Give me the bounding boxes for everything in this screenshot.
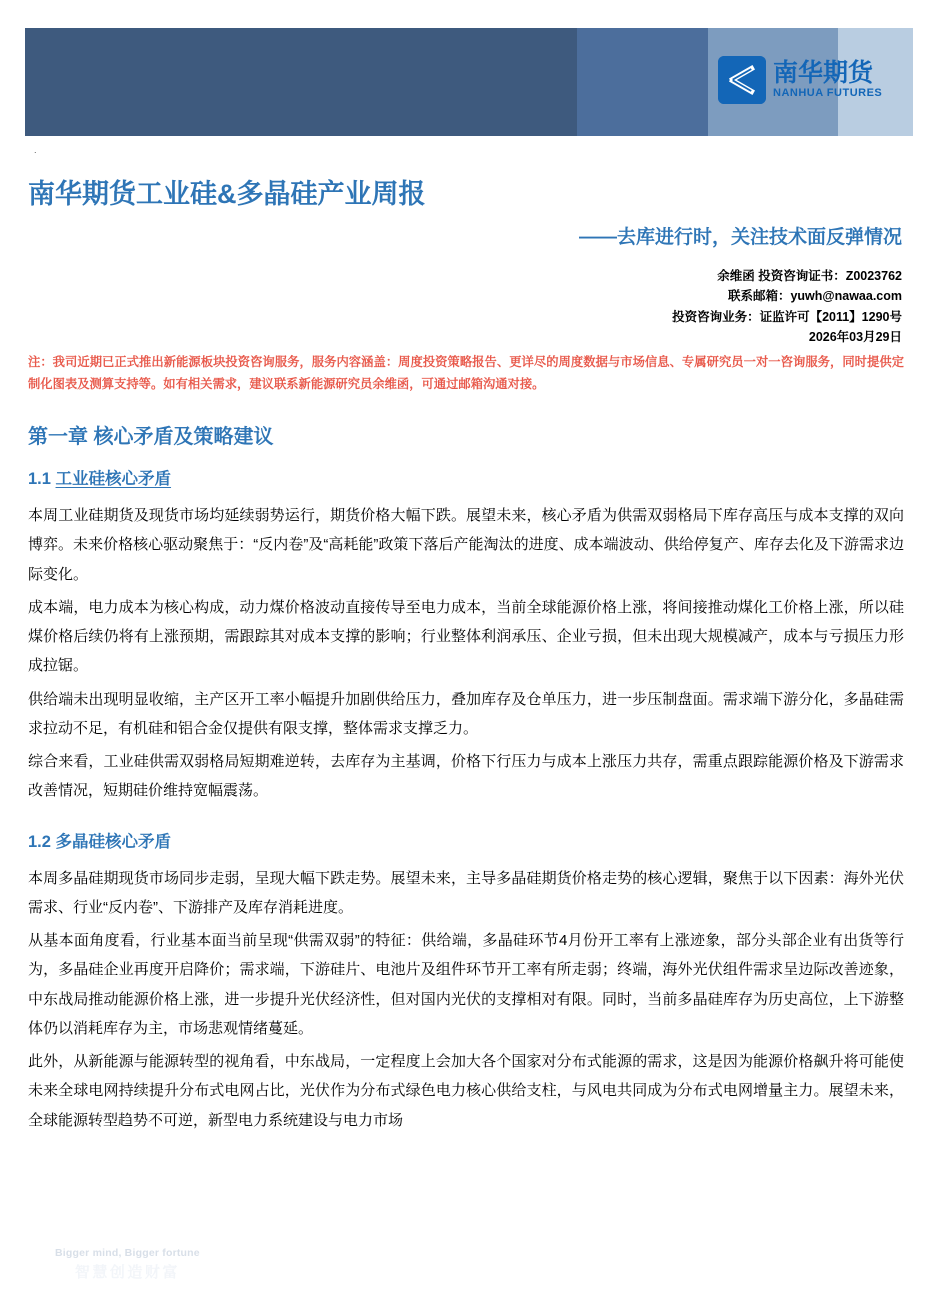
report-body: [28, 420, 904, 1135]
company-logo: [718, 56, 882, 104]
section-number-1-1: 1.1: [28, 470, 56, 488]
section-heading-1-1: [28, 465, 904, 489]
paragraph: 供给端未出现明显收缩，主产区开工率小幅提升加剧供给压力，叠加库存及仓单压力，进一步压制盘面。需求端下游分化，多晶硅需求拉动不足，有机硅和铝合金仅提供有限支撑，整体需求支撑乏力。: [28, 690, 904, 737]
section-heading-1-2: [28, 828, 904, 852]
advisory-license: 投资咨询业务：证监许可【2011】1290号: [672, 309, 902, 324]
stray-mark: .: [34, 145, 37, 155]
analyst-name-and-license: 余维函 投资咨询证书：Z0023762: [717, 269, 902, 283]
report-date: 2026年03月29日: [808, 329, 902, 344]
nanhua-logo-icon: [718, 56, 766, 104]
banner-band-dark: [25, 28, 577, 136]
paragraph: 成本端，电力成本为核心构成，动力煤价格波动直接传导至电力成本，当前全球能源价格上涨，将间接推动煤化工价格上涨，所以硅煤价格后续仍将有上涨预期，需跟踪其对成本支撑的影响；行业整体利润承压、企业亏损，但未出现大规模减产，成本与亏损压力形成拉锯。: [28, 598, 904, 675]
page-subtitle: ——去库进行时，关注技术面反弹情况: [578, 227, 902, 248]
section-number-1-2: 1.2: [28, 832, 56, 851]
analyst-contact-block: [672, 266, 902, 347]
paragraph: 此外，从新能源与能源转型的视角看，中东战局，一定程度上会加大各个国家对分布式能源的需求，这是因为能源价格飙升将可能使未来全球电网持续提升分布式电网占比，光伏作为分布式绿色电力核心供给支柱，与风电共同成为分布式电网增量主力。展望未来，全球能源转型趋势不可逆，新型电力系统建设与电力市场: [28, 1053, 904, 1129]
paragraph: 本周多晶硅期现货市场同步走弱，呈现大幅下跌走势。展望未来，主导多晶硅期货价格走势的核心逻辑，聚焦于以下因素：海外光伏需求、行业“反内卷”、下游排产及库存消耗进度。: [28, 869, 904, 916]
banner-band-medium: [577, 28, 708, 136]
slogan-english: Bigger mind, Bigger fortune: [55, 1246, 200, 1259]
page-title: 南华期货工业硅&多晶硅产业周报: [28, 179, 426, 209]
company-slogan: [55, 1246, 200, 1283]
logo-name-english: NANHUA FUTURES: [773, 87, 883, 99]
paragraph: 本周工业硅期货及现货市场均延续弱势运行，期货价格大幅下跌。展望未来，核心矛盾为供需双弱格局下库存高压与成本支撑的双向博弈。未来价格核心驱动聚焦于：“反内卷”及“高耗能”政策下落后产能淘汰的进度、成本端波动、供给停复产、库存去化及下游需求边际变化。: [28, 507, 904, 583]
section-label-1-1: 工业硅核心矛盾: [55, 470, 172, 488]
analyst-email: 联系邮箱：yuwh@nawaa.com: [727, 289, 902, 304]
logo-wordmark: [773, 61, 882, 99]
paragraph: 从基本面角度看，行业基本面当前呈现“供需双弱”的特征：供给端，多晶硅环节4月份开工率有上涨迹象，部分头部企业有出货等行为，多晶硅企业再度开启降价；需求端，下游硅片、电池片及组件环节开工率有所走弱；终端，海外光伏组件需求呈边际改善迹象，中东战局推动能源价格上涨，进一步提升光伏经济性，但对国内光伏的支撑相对有限。同时，当前多晶硅库存为历史高位，上下游整体仍以消耗库存为主，市场悲观情绪蔓延。: [28, 932, 904, 1037]
logo-name-chinese: 南华期货: [773, 59, 874, 87]
chapter-heading: 第一章 核心矛盾及策略建议: [28, 426, 274, 448]
service-notice: 注：我司近期已正式推出新能源板块投资咨询服务，服务内容涵盖：周度投资策略报告、更详尽的周度数据与市场信息、专属研究员一对一咨询服务，同时提供定制化图表及测算支持等。如有相关需求，建议联系新能源研究员余维函，可通过邮箱沟通对接。: [28, 355, 904, 391]
paragraph: 综合来看，工业硅供需双弱格局短期难逆转，去库存为主基调，价格下行压力与成本上涨压力共存，需重点跟踪能源价格及下游需求改善情况，短期硅价维持宽幅震荡。: [28, 753, 904, 800]
section-label-1-2: 多晶硅核心矛盾: [55, 832, 172, 851]
slogan-chinese: 智慧创造财富: [74, 1263, 180, 1281]
